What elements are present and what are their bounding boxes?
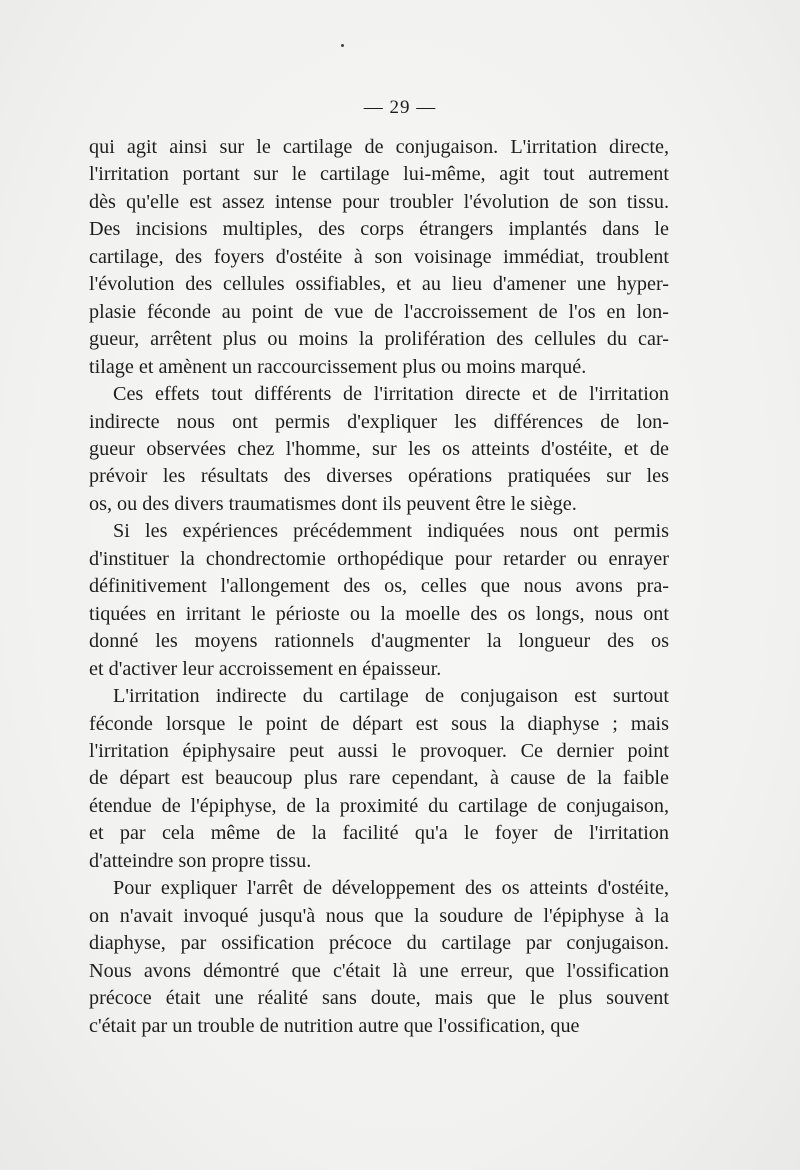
body-text	[89, 134, 669, 1040]
text-line: indirecte nous ont permis d'expliquer les différences de lon-	[89, 410, 669, 433]
text-line: définitivement l'allongement des os, celles que nous avons pra-	[89, 575, 669, 598]
text-line: plasie féconde au point de vue de l'accroissement de l'os en lon-	[89, 300, 669, 323]
text-line: os, ou des divers traumatismes dont ils peuvent être le siège.	[89, 492, 577, 515]
paragraph	[89, 875, 669, 1040]
text-line: et d'activer leur accroissement en épaisseur.	[89, 657, 442, 680]
ink-speck	[341, 44, 344, 47]
text-line: tilage et amènent un raccourcissement plus ou moins marqué.	[89, 355, 587, 378]
paragraph	[89, 381, 669, 518]
text-line: l'irritation épiphysaire peut aussi le provoquer. Ce dernier point	[89, 739, 669, 762]
paragraph	[89, 134, 669, 381]
text-line: Si les expériences précédemment indiquées nous ont permis	[113, 520, 669, 543]
paragraph	[89, 683, 669, 875]
text-line: prévoir les résultats des diverses opérations pratiquées sur les	[89, 465, 669, 488]
text-line: cartilage, des foyers d'ostéite à son voisinage immédiat, troublent	[89, 245, 669, 268]
paragraph	[89, 518, 669, 683]
text-line: d'atteindre son propre tissu.	[89, 849, 312, 872]
text-line: gueur observées chez l'homme, sur les os atteints d'ostéite, et de	[89, 437, 669, 460]
text-line: gueur, arrêtent plus ou moins la prolifération des cellules du car-	[89, 328, 669, 351]
text-line: Nous avons démontré que c'était là une erreur, que l'ossification	[89, 959, 669, 982]
text-line: diaphyse, par ossification précoce du cartilage par conjugaison.	[89, 932, 669, 955]
text-line: et par cela même de la facilité qu'a le foyer de l'irritation	[89, 822, 669, 845]
text-line: l'évolution des cellules ossifiables, et au lieu d'amener une hyper-	[89, 273, 669, 296]
text-line: on n'avait invoqué jusqu'à nous que la soudure de l'épiphyse à la	[89, 904, 669, 927]
text-line: d'instituer la chondrectomie orthopédique pour retarder ou enrayer	[89, 547, 669, 570]
text-line: donné les moyens rationnels d'augmenter la longueur des os	[89, 630, 669, 653]
page-number: — 29 —	[363, 97, 437, 118]
text-line: précoce était une réalité sans doute, mais que le plus souvent	[89, 987, 669, 1010]
text-line: l'irritation portant sur le cartilage lui-même, agit tout autrement	[89, 163, 669, 186]
text-line: c'était par un trouble de nutrition autre que l'ossification, que	[89, 1014, 580, 1037]
text-line: de départ est beaucoup plus rare cependant, à cause de la faible	[89, 767, 669, 790]
text-line: qui agit ainsi sur le cartilage de conjugaison. L'irritation directe,	[89, 136, 669, 158]
text-line: Pour expliquer l'arrêt de développement des os atteints d'ostéite,	[113, 877, 669, 900]
text-line: Des incisions multiples, des corps étrangers implantés dans le	[89, 218, 669, 241]
text-line: dès qu'elle est assez intense pour troubler l'évolution de son tissu.	[89, 190, 669, 213]
text-line: Ces effets tout différents de l'irritation directe et de l'irritation	[113, 383, 669, 406]
text-line: féconde lorsque le point de départ est sous la diaphyse ; mais	[89, 712, 669, 735]
text-line: tiquées en irritant le périoste ou la moelle des os longs, nous ont	[89, 602, 669, 625]
text-line: L'irritation indirecte du cartilage de conjugaison est surtout	[113, 685, 669, 708]
text-line: étendue de l'épiphyse, de la proximité du cartilage de conjugaison,	[89, 794, 669, 817]
